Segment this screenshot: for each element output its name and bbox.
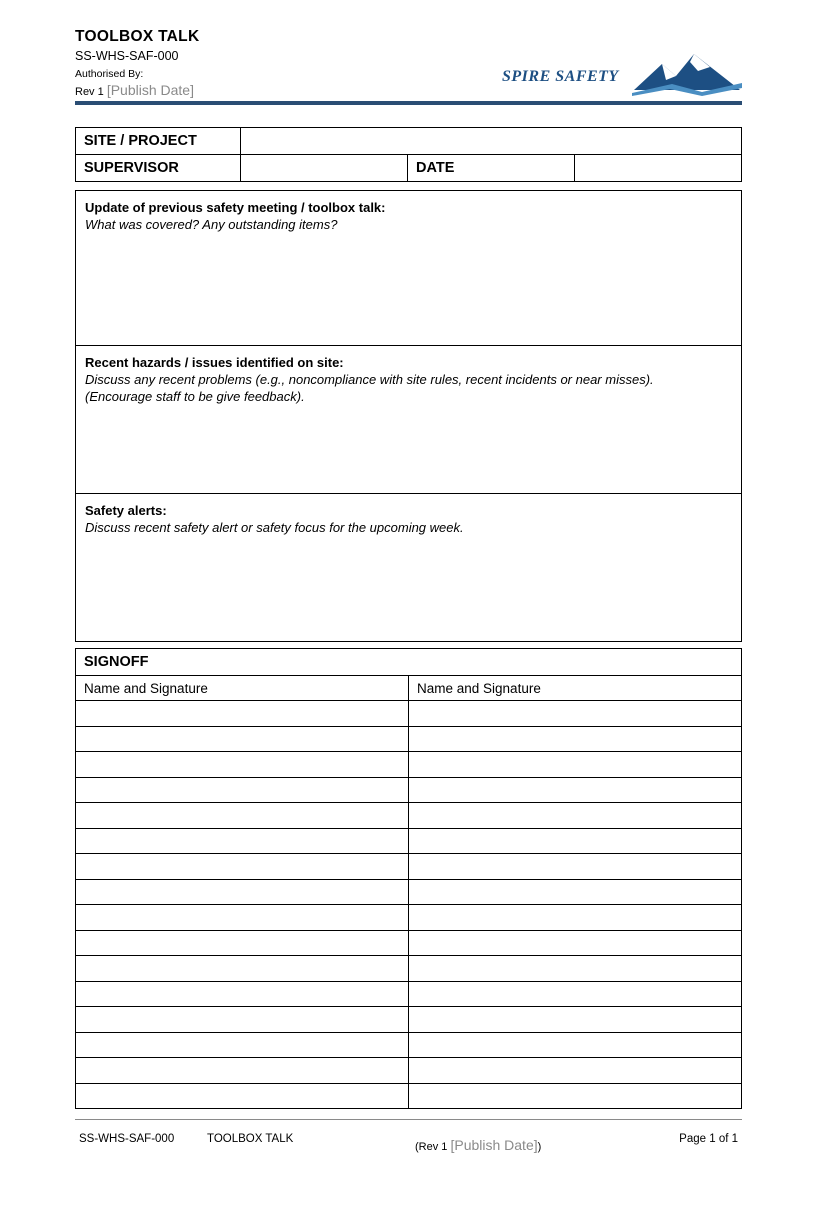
signoff-cell[interactable] (409, 1032, 742, 1058)
signoff-cell[interactable] (76, 828, 409, 854)
signoff-cell[interactable] (76, 854, 409, 880)
signoff-cell[interactable] (409, 701, 742, 727)
signoff-cell[interactable] (76, 879, 409, 905)
table-row (76, 726, 742, 752)
signoff-column-header-2: Name and Signature (409, 676, 742, 701)
section-title: Safety alerts: (85, 503, 167, 518)
table-row (76, 803, 742, 829)
table-row (76, 1083, 742, 1109)
company-logo (502, 46, 742, 98)
section-previous-meeting[interactable] (76, 191, 741, 346)
section-hint: Discuss any recent problems (e.g., noncompliance with site rules, recent incidents or near misses). (85, 372, 654, 387)
section-recent-hazards[interactable] (76, 346, 741, 494)
signoff-cell[interactable] (409, 828, 742, 854)
site-project-label: SITE / PROJECT (76, 128, 241, 155)
footer-doc-code: SS-WHS-SAF-000 (79, 1133, 175, 1145)
site-info-table (75, 127, 742, 182)
section-title: Update of previous safety meeting / toolbox talk: (85, 200, 386, 215)
content-sections (75, 190, 742, 642)
footer-divider (75, 1119, 742, 1120)
document-code: SS-WHS-SAF-000 (75, 49, 179, 63)
table-row (76, 676, 742, 701)
signoff-cell[interactable] (76, 956, 409, 982)
signoff-cell[interactable] (409, 777, 742, 803)
mountain-logo-icon (632, 46, 742, 96)
table-row (76, 701, 742, 727)
date-label: DATE (408, 155, 575, 182)
supervisor-field[interactable] (241, 155, 408, 182)
table-row (76, 828, 742, 854)
table-row (76, 905, 742, 931)
footer-rev-open: (Rev 1 (415, 1141, 448, 1153)
signoff-cell[interactable] (409, 905, 742, 931)
signoff-cell[interactable] (409, 956, 742, 982)
signoff-cell[interactable] (409, 854, 742, 880)
signoff-cell[interactable] (76, 1032, 409, 1058)
section-safety-alerts[interactable] (76, 494, 741, 641)
section-hint: (Encourage staff to be give feedback). (85, 389, 305, 404)
signoff-cell[interactable] (409, 930, 742, 956)
footer-rev-close: ) (537, 1141, 542, 1153)
signoff-cell[interactable] (409, 803, 742, 829)
signoff-cell[interactable] (76, 905, 409, 931)
signoff-cell[interactable] (409, 981, 742, 1007)
publish-date-placeholder: [Publish Date] (106, 82, 194, 98)
signoff-column-header-1: Name and Signature (76, 676, 409, 701)
table-row (76, 1007, 742, 1033)
signoff-body (76, 649, 742, 1109)
section-hint: Discuss recent safety alert or safety focus for the upcoming week. (85, 520, 464, 535)
header-divider (75, 101, 742, 105)
signoff-cell[interactable] (76, 803, 409, 829)
table-row (76, 930, 742, 956)
revision-label: Rev 1 (75, 86, 104, 98)
signoff-heading: SIGNOFF (76, 649, 742, 676)
table-row (76, 1032, 742, 1058)
table-row (76, 128, 742, 155)
signoff-cell[interactable] (409, 1058, 742, 1084)
table-row (76, 854, 742, 880)
table-row (76, 649, 742, 676)
date-field[interactable] (575, 155, 742, 182)
logo-text: SPIRE SAFETY (502, 68, 619, 85)
signoff-cell[interactable] (76, 701, 409, 727)
signoff-cell[interactable] (409, 752, 742, 778)
signoff-cell[interactable] (76, 1007, 409, 1033)
signoff-cell[interactable] (409, 726, 742, 752)
table-row (76, 1058, 742, 1084)
table-row (76, 155, 742, 182)
section-title: Recent hazards / issues identified on site: (85, 355, 344, 370)
signoff-cell[interactable] (409, 1083, 742, 1109)
signoff-cell[interactable] (76, 752, 409, 778)
signoff-table (75, 648, 742, 1109)
footer-revision (415, 1137, 541, 1153)
document-footer (75, 1128, 742, 1154)
section-hint: What was covered? Any outstanding items? (85, 217, 338, 232)
table-row (76, 752, 742, 778)
supervisor-label: SUPERVISOR (76, 155, 241, 182)
signoff-cell[interactable] (409, 1007, 742, 1033)
signoff-cell[interactable] (76, 726, 409, 752)
site-project-field[interactable] (241, 128, 742, 155)
signoff-cell[interactable] (76, 1083, 409, 1109)
document-header (75, 28, 742, 100)
authorised-by-label: Authorised By: (75, 68, 144, 80)
page-title: TOOLBOX TALK (75, 28, 200, 45)
footer-page-number: Page 1 of 1 (679, 1133, 738, 1145)
signoff-cell[interactable] (76, 777, 409, 803)
table-row (76, 981, 742, 1007)
footer-publish-date: [Publish Date] (450, 1137, 538, 1153)
signoff-cell[interactable] (409, 879, 742, 905)
signoff-cell[interactable] (76, 930, 409, 956)
signoff-cell[interactable] (76, 1058, 409, 1084)
table-row (76, 777, 742, 803)
table-row (76, 956, 742, 982)
table-row (76, 879, 742, 905)
footer-title: TOOLBOX TALK (207, 1133, 294, 1145)
signoff-cell[interactable] (76, 981, 409, 1007)
